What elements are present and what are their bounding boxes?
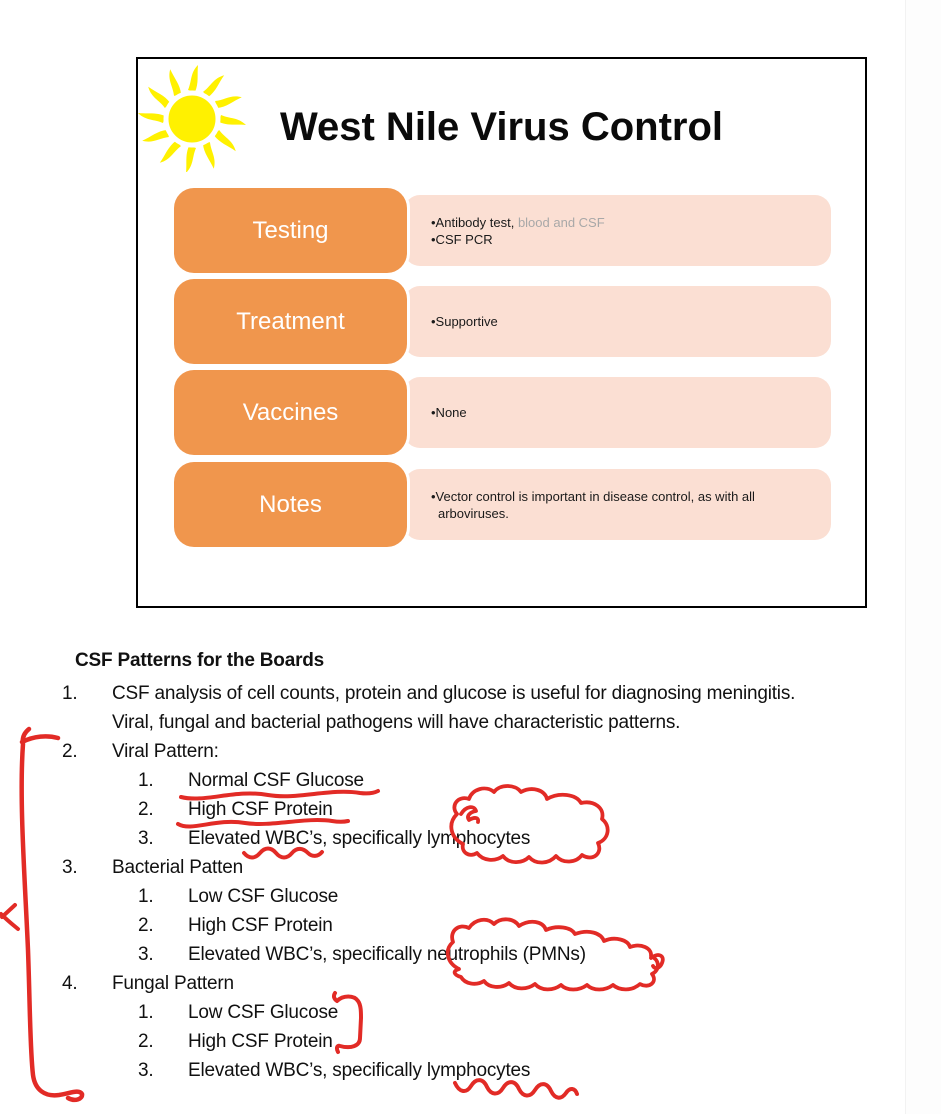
list-number: 3. (138, 944, 154, 965)
row-content-treatment (404, 286, 831, 357)
list-number: 2. (138, 915, 154, 936)
row-label-testing: Testing (174, 188, 407, 273)
list-text: Viral Pattern: (112, 741, 219, 762)
list-number: 1. (138, 1002, 154, 1023)
list-text: Fungal Pattern (112, 973, 234, 994)
list-text: Viral, fungal and bacterial pathogens will have characteristic patterns. (112, 712, 681, 733)
row-content-vaccines (404, 377, 831, 448)
list-number: 3. (138, 828, 154, 849)
row-label-treatment: Treatment (174, 279, 407, 364)
bullet-antibody-test (431, 214, 786, 231)
list-item-2-viral (0, 740, 219, 764)
row-label-vaccines: Vaccines (174, 370, 407, 455)
viral-sub-2 (0, 798, 333, 822)
bacterial-sub-3 (0, 943, 586, 967)
row-content-notes (404, 469, 831, 540)
circle-lymphocytes-inner-squiggle (461, 807, 478, 822)
list-item-4-fungal (0, 972, 234, 996)
bullet-vector-control: •Vector control is important in disease control, as with all arboviruses. (431, 488, 755, 521)
bullet-text-muted: blood and CSF (514, 214, 605, 230)
bullet-text-main: •Antibody test, (431, 214, 515, 230)
row-content-testing (404, 195, 831, 266)
fungal-sub-1 (0, 1001, 338, 1025)
list-number: 3. (138, 1060, 154, 1081)
list-number: 1. (138, 886, 154, 907)
list-text: High CSF Protein (188, 799, 333, 820)
list-text: High CSF Protein (188, 1031, 333, 1052)
list-text: Elevated WBC’s, specifically neutrophils (PMNs) (188, 944, 586, 965)
bacterial-sub-1 (0, 885, 338, 909)
list-number: 3. (62, 857, 78, 878)
bullet-supportive: •Supportive (431, 314, 498, 329)
bullet-csf-pcr: •CSF PCR (431, 231, 493, 247)
bacterial-sub-2 (0, 914, 333, 938)
list-text: High CSF Protein (188, 915, 333, 936)
list-number: 2. (138, 1031, 154, 1052)
list-number: 4. (62, 973, 78, 994)
list-number: 1. (62, 683, 78, 704)
list-item-1 (0, 682, 795, 706)
fungal-sub-3 (0, 1059, 530, 1083)
list-text: Elevated WBC’s, specifically lymphocytes (188, 828, 531, 849)
list-number: 1. (138, 770, 154, 791)
page-right-edge (905, 0, 941, 1114)
bullet-none: •None (431, 405, 467, 420)
list-text: Low CSF Glucose (188, 1002, 339, 1023)
circle-neutrophils-tail (651, 955, 663, 968)
circle-lymphocytes-viral-annotation (451, 786, 607, 863)
fungal-sub-2 (0, 1030, 333, 1054)
notes-heading: CSF Patterns for the Boards (75, 650, 325, 671)
slide-title: West Nile Virus Control (279, 105, 724, 149)
list-text: Bacterial Patten (112, 857, 243, 878)
list-number: 2. (138, 799, 154, 820)
list-text: Low CSF Glucose (188, 886, 339, 907)
list-item-1-cont (0, 711, 680, 735)
list-text: Elevated WBC’s, specifically lymphocytes (188, 1060, 531, 1081)
viral-sub-3 (0, 827, 530, 851)
row-label-notes: Notes (174, 462, 407, 547)
viral-sub-1 (0, 769, 364, 793)
list-number: 2. (62, 741, 78, 762)
list-item-3-bacterial (0, 856, 243, 880)
list-text: Normal CSF Glucose (188, 770, 364, 791)
slide-west-nile-virus (136, 57, 867, 608)
list-text: CSF analysis of cell counts, protein and glucose is useful for diagnosing meningitis. (112, 683, 796, 704)
